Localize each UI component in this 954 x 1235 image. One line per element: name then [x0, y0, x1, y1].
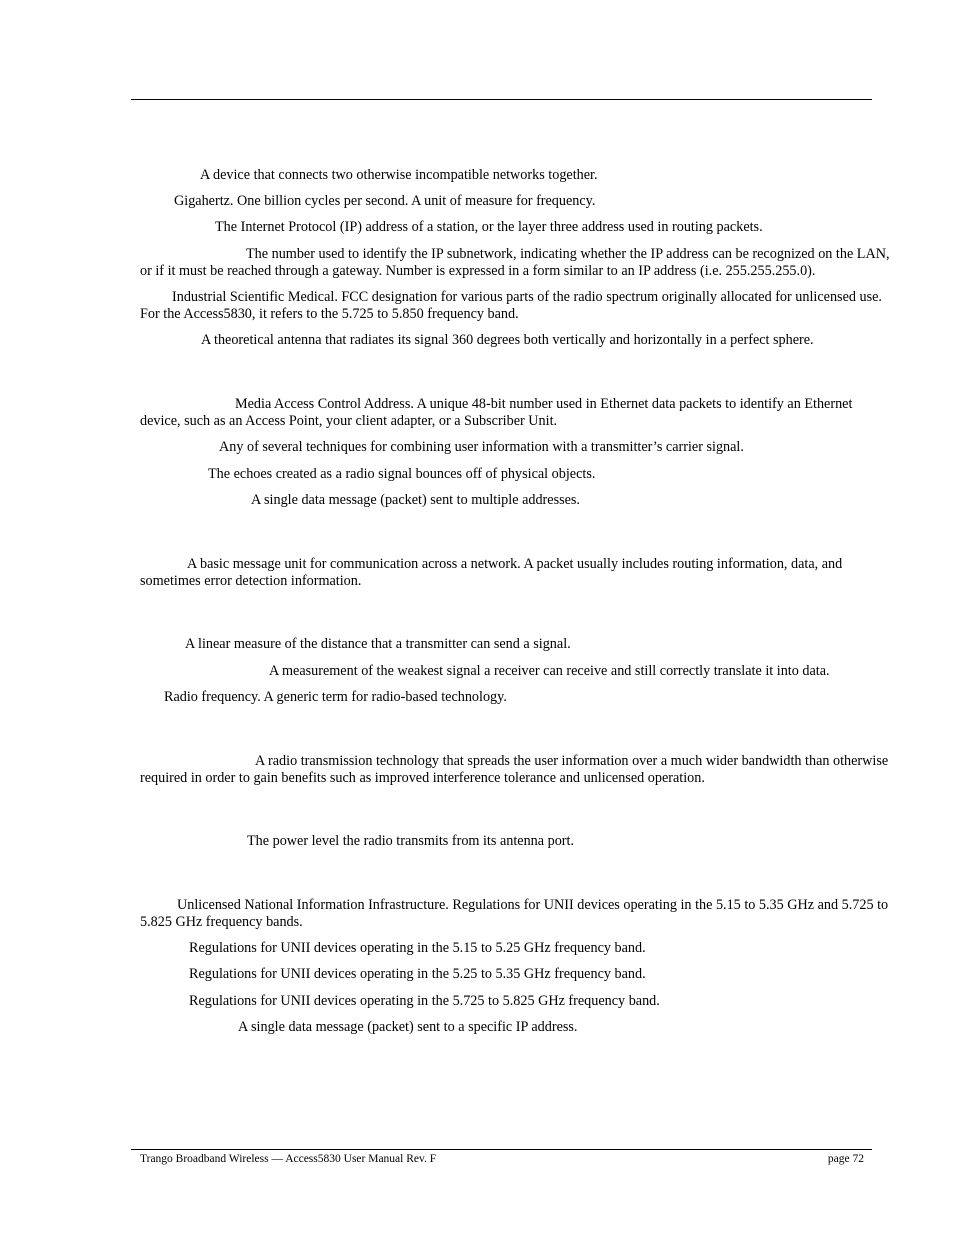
- glossary-definition: A device that connects two otherwise incompatible networks together.: [200, 167, 598, 183]
- glossary-definition: A linear measure of the distance that a transmitter can send a signal.: [185, 636, 571, 652]
- footer-page-number: page 72: [827, 1153, 864, 1165]
- header-rule: [131, 99, 872, 100]
- glossary-definition: Regulations for UNII devices operating in the 5.25 to 5.35 GHz frequency band.: [189, 966, 646, 982]
- glossary-definition: Industrial Scientific Medical. FCC designation for various parts of the radio spectrum originally allocated for unlicensed use. For the Access5830, it refers to the 5.725 to 5.850 frequency band.: [140, 289, 882, 322]
- glossary-definition: A theoretical antenna that radiates its signal 360 degrees both vertically and horizontally in a perfect sphere.: [201, 332, 814, 348]
- glossary-definition: The Internet Protocol (IP) address of a station, or the layer three address used in routing packets.: [215, 219, 763, 235]
- glossary-definition: The number used to identify the IP subnetwork, indicating whether the IP address can be recognized on the LAN, or if it must be reached through a gateway. Number is expressed in a form similar to an IP address (i.e. 255.255.255.0).: [140, 246, 890, 279]
- glossary-definition: Unlicensed National Information Infrastructure. Regulations for UNII devices operating in the 5.15 to 5.35 GHz and 5.725 to 5.825 GHz frequency bands.: [140, 897, 889, 930]
- glossary-definition: Regulations for UNII devices operating in the 5.725 to 5.825 GHz frequency band.: [189, 993, 660, 1009]
- glossary-definition: The echoes created as a radio signal bounces off of physical objects.: [208, 466, 596, 482]
- glossary-definition: The power level the radio transmits from its antenna port.: [247, 833, 575, 849]
- glossary-definition: A basic message unit for communication across a network. A packet usually includes routing information, data, and sometimes error detection information.: [140, 556, 843, 589]
- glossary-definition: Regulations for UNII devices operating in the 5.15 to 5.25 GHz frequency band.: [189, 940, 646, 956]
- glossary-definition: Radio frequency. A generic term for radio-based technology.: [164, 689, 507, 705]
- footer-rule: [131, 1149, 872, 1150]
- glossary-definition: A single data message (packet) sent to a specific IP address.: [238, 1019, 578, 1035]
- glossary-definition: A measurement of the weakest signal a receiver can receive and still correctly translate it into data.: [269, 663, 830, 679]
- glossary-definition: Media Access Control Address. A unique 48-bit number used in Ethernet data packets to identify an Ethernet device, such as an Access Point, your client adapter, or a Subscriber Unit.: [140, 396, 853, 429]
- glossary-definition: A single data message (packet) sent to multiple addresses.: [251, 492, 580, 508]
- glossary-definition: Any of several techniques for combining user information with a transmitter’s carrier signal.: [219, 439, 744, 455]
- footer-document-title: Trango Broadband Wireless — Access5830 User Manual Rev. F: [140, 1153, 437, 1165]
- glossary-definition: Gigahertz. One billion cycles per second. A unit of measure for frequency.: [174, 193, 596, 209]
- glossary-definition: A radio transmission technology that spreads the user information over a much wider bandwidth than otherwise required in order to gain benefits such as improved interference tolerance and unlicensed operation.: [140, 753, 889, 786]
